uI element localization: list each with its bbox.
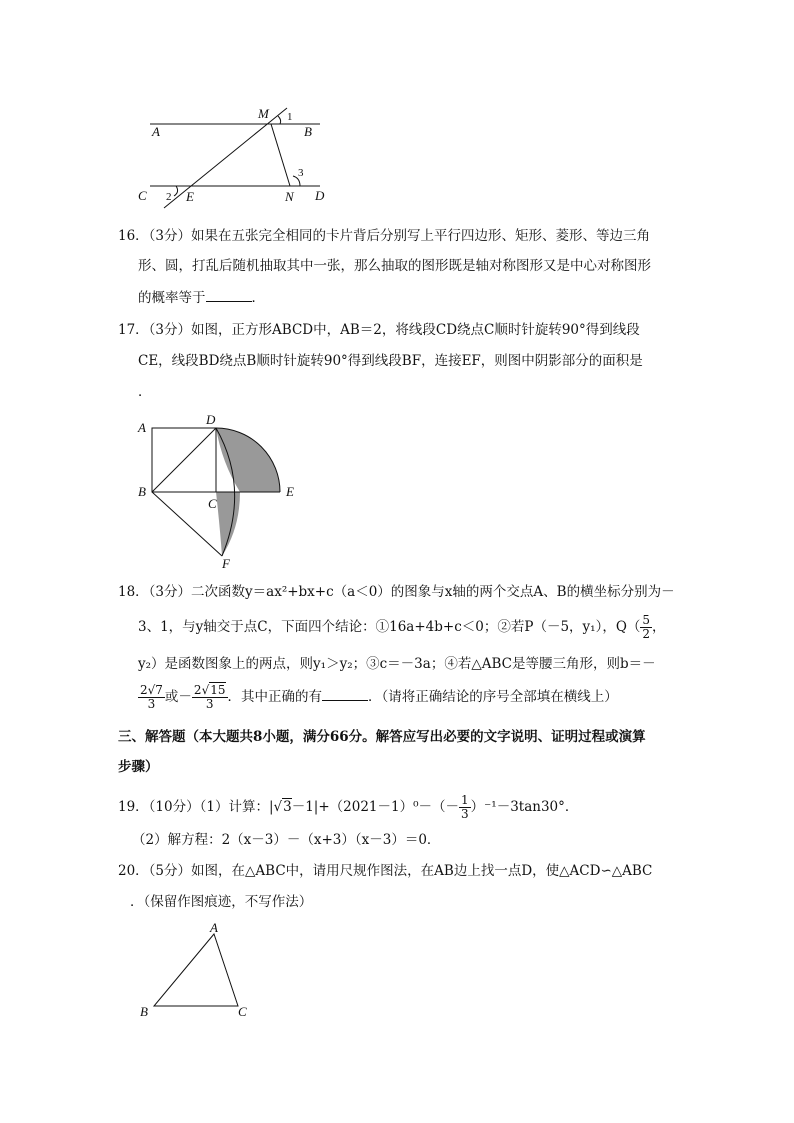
label-D: D xyxy=(315,188,325,203)
q16-answer-blank[interactable] xyxy=(206,289,252,302)
label-angle-3: 3 xyxy=(298,167,304,179)
label-C: C xyxy=(208,496,217,511)
q19-line-2: （2）解方程：2（x－3）－（x+3）（x－3）＝0． xyxy=(132,832,441,848)
label-D: D xyxy=(206,412,216,427)
q18-number: 18．（3分） xyxy=(118,584,192,600)
q18-line-2 xyxy=(138,614,666,641)
label-angle-1: 1 xyxy=(287,111,293,123)
q18-line-1 xyxy=(118,582,675,602)
q18-line-3: y₂）是函数图象上的两点，则y₁＞y₂；③c＝－3a；④若△ABC是等腰三角形，则b＝－ xyxy=(138,656,656,672)
label-A: A xyxy=(138,420,146,435)
q20-line-1 xyxy=(118,861,652,881)
q18-text-4-end: ．（请将正确结论的序号全部填在横线上） xyxy=(368,689,618,705)
q20-number: 20．（5分） xyxy=(118,863,192,879)
fraction-2sqrt7-over-3: $\frac{2√7}{3}$ xyxy=(140,683,163,711)
fraction-1-over-3: $\frac{1}{3}$ xyxy=(461,793,469,821)
q-x-fraction: $\frac{5}{2}$ xyxy=(642,613,651,641)
q18-text-1: 二次函数y＝ax²+bx+c（a＜0）的图象与x轴的两个交点A、B的横坐标分别为－ xyxy=(191,584,675,600)
q19-number: 19．（10分） xyxy=(118,799,200,815)
q18-text-2: 3、1，与y轴交于点C，下面四个结论：①16a+4b+c＜0；②若P（－5，y₁），Q（ xyxy=(138,619,641,635)
label-F: F xyxy=(222,556,230,571)
q20-text-1: 如图，在△ABC中，请用尺规作图法，在AB边上找一点D，使△ACD∽△ABC xyxy=(191,863,653,879)
label-N: N xyxy=(285,189,294,204)
label-B: B xyxy=(138,484,146,499)
q16-line-1 xyxy=(118,226,650,246)
q17-text-1: 如图，正方形ABCD中，AB＝2，将线段CD绕点C顺时针旋转90°得到线段 xyxy=(191,322,640,338)
q16-number: 16．（3分） xyxy=(118,228,192,244)
q17-line-1 xyxy=(118,320,640,340)
q16-text-3: 的概率等于 xyxy=(138,290,206,306)
label-B: B xyxy=(140,1004,148,1019)
q16-line-2: 形、圆，打乱后随机抽取其中一张，那么抽取的图形既是轴对称图形又是中心对称图形 xyxy=(138,258,651,274)
label-E: E xyxy=(286,484,294,499)
label-A: A xyxy=(210,920,218,935)
q18-text-4: ．其中正确的有 xyxy=(227,689,322,705)
q16-text-3-end: ． xyxy=(251,290,265,306)
q17-line-3: ． xyxy=(138,384,152,400)
square-rotation-figure xyxy=(130,408,310,573)
q20-line-2: ．（保留作图痕迹，不写作法） xyxy=(130,894,313,910)
q19-line-1: 19．（10分）（1）计算：|√3－1|+（2021－1）⁰－（－ $\frac{1}{3}$ ）⁻¹－3tan30°． xyxy=(118,793,579,821)
q19-sqrt-3: 3 xyxy=(283,799,292,815)
fraction-2sqrt15-over-3: $\frac{2√15}{3}$ xyxy=(193,683,226,711)
q16-text-1: 如果在五张完全相同的卡片背后分别写上平行四边形、矩形、菱形、等边三角 xyxy=(191,228,651,244)
label-M: M xyxy=(258,106,269,121)
label-C: C xyxy=(238,1004,247,1019)
section-3-heading-cont: 步骤） xyxy=(118,759,159,775)
label-angle-2: 2 xyxy=(166,191,172,203)
q16-line-3 xyxy=(138,288,265,308)
q18-answer-blank[interactable] xyxy=(322,688,368,701)
q18-line-4 xyxy=(138,684,618,711)
q19-part1-b: －1|+（2021－1）⁰－（－ xyxy=(291,799,460,815)
label-C: C xyxy=(138,188,147,203)
section-3-heading: 三、解答题（本大题共8小题，满分66分。解答应写出必要的文字说明、证明过程或演算 xyxy=(118,729,646,745)
label-E: E xyxy=(186,189,194,204)
q19-part1-c: ）⁻¹－3tan30°． xyxy=(470,799,579,815)
label-A: A xyxy=(152,124,160,139)
label-B: B xyxy=(304,124,312,139)
parallel-lines-figure xyxy=(130,100,350,210)
q17-number: 17．（3分） xyxy=(118,322,192,338)
q18-text-2-end: ， xyxy=(652,619,666,635)
q17-line-2: CE，线段BD绕点B顺时针旋转90°得到线段BF，连接EF，则图中阴影部分的面积是 xyxy=(138,353,643,369)
triangle-figure xyxy=(130,918,270,1028)
or-text: 或－ xyxy=(164,689,192,705)
q19-part1-a: （1）计算：| xyxy=(199,799,274,815)
